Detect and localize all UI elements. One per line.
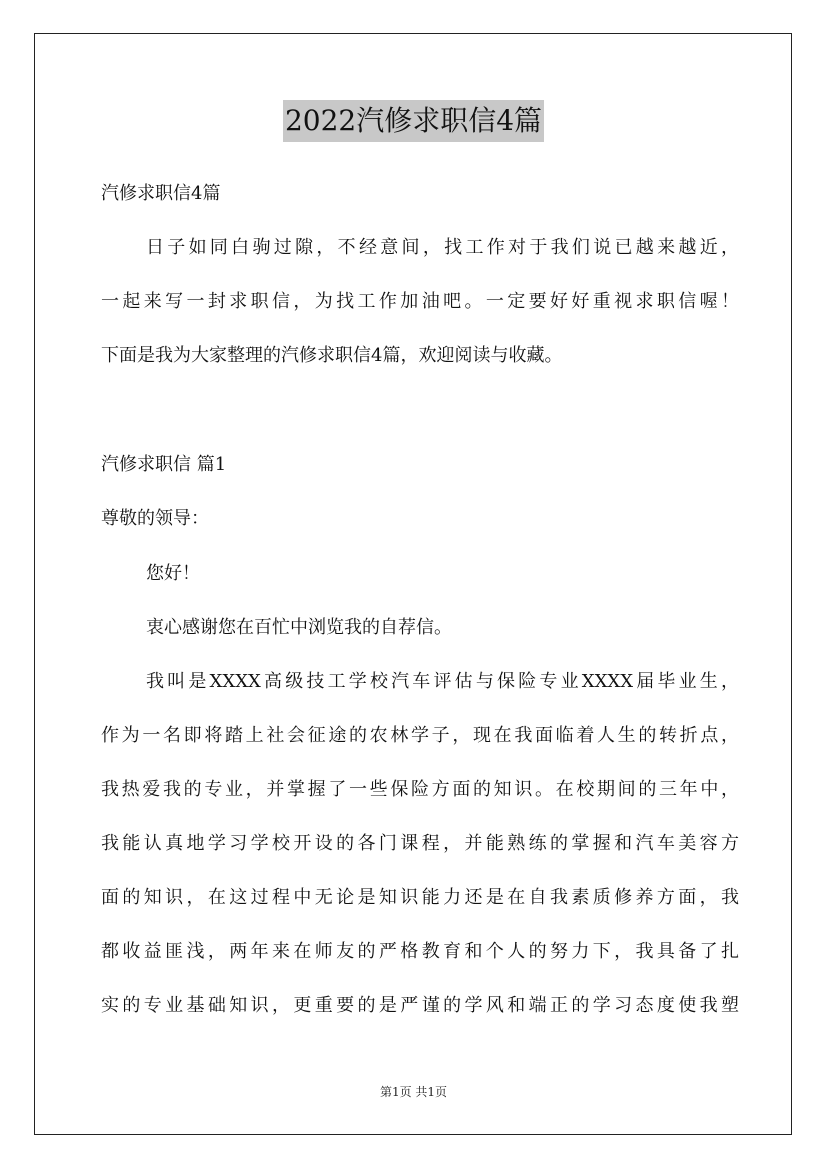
body-line-4: 我能认真地学习学校开设的各门课程，并能熟练的掌握和汽车美容方 (101, 833, 739, 854)
section-heading: 汽修求职信 篇1 (101, 454, 227, 475)
salutation: 尊敬的领导： (101, 508, 209, 529)
body-line-6: 都收益匪浅，两年来在师友的严格教育和个人的努力下，我具备了扎 (101, 941, 739, 962)
intro-line-2: 一起来写一封求职信，为找工作加油吧。一定要好好重视求职信喔！ (101, 291, 739, 312)
thanks-line: 衷心感谢您在百忙中浏览我的自荐信。 (146, 617, 452, 638)
body-line-3: 我热爱我的专业，并掌握了一些保险方面的知识。在校期间的三年中， (101, 779, 739, 800)
intro-line-1: 日子如同白驹过隙，不经意间，找工作对于我们说已越来越近， (146, 237, 739, 258)
body-line-5: 面的知识，在这过程中无论是知识能力还是在自我素质修养方面，我 (101, 887, 739, 908)
body-line-2: 作为一名即将踏上社会征途的农林学子，现在我面临着人生的转折点， (101, 725, 739, 746)
document-title: 2022汽修求职信4篇 (283, 100, 544, 142)
subtitle-line: 汽修求职信4篇 (101, 183, 221, 204)
page-footer: 第1页 共1页 (379, 1085, 448, 1099)
title-container (0, 100, 827, 142)
greeting: 您好！ (146, 563, 200, 584)
body-line-1: 我叫是XXXX高级技工学校汽车评估与保险专业XXXX届毕业生， (146, 671, 739, 692)
intro-line-3: 下面是我为大家整理的汽修求职信4篇，欢迎阅读与收藏。 (101, 345, 563, 366)
body-line-7: 实的专业基础知识，更重要的是严谨的学风和端正的学习态度使我塑 (101, 995, 739, 1016)
